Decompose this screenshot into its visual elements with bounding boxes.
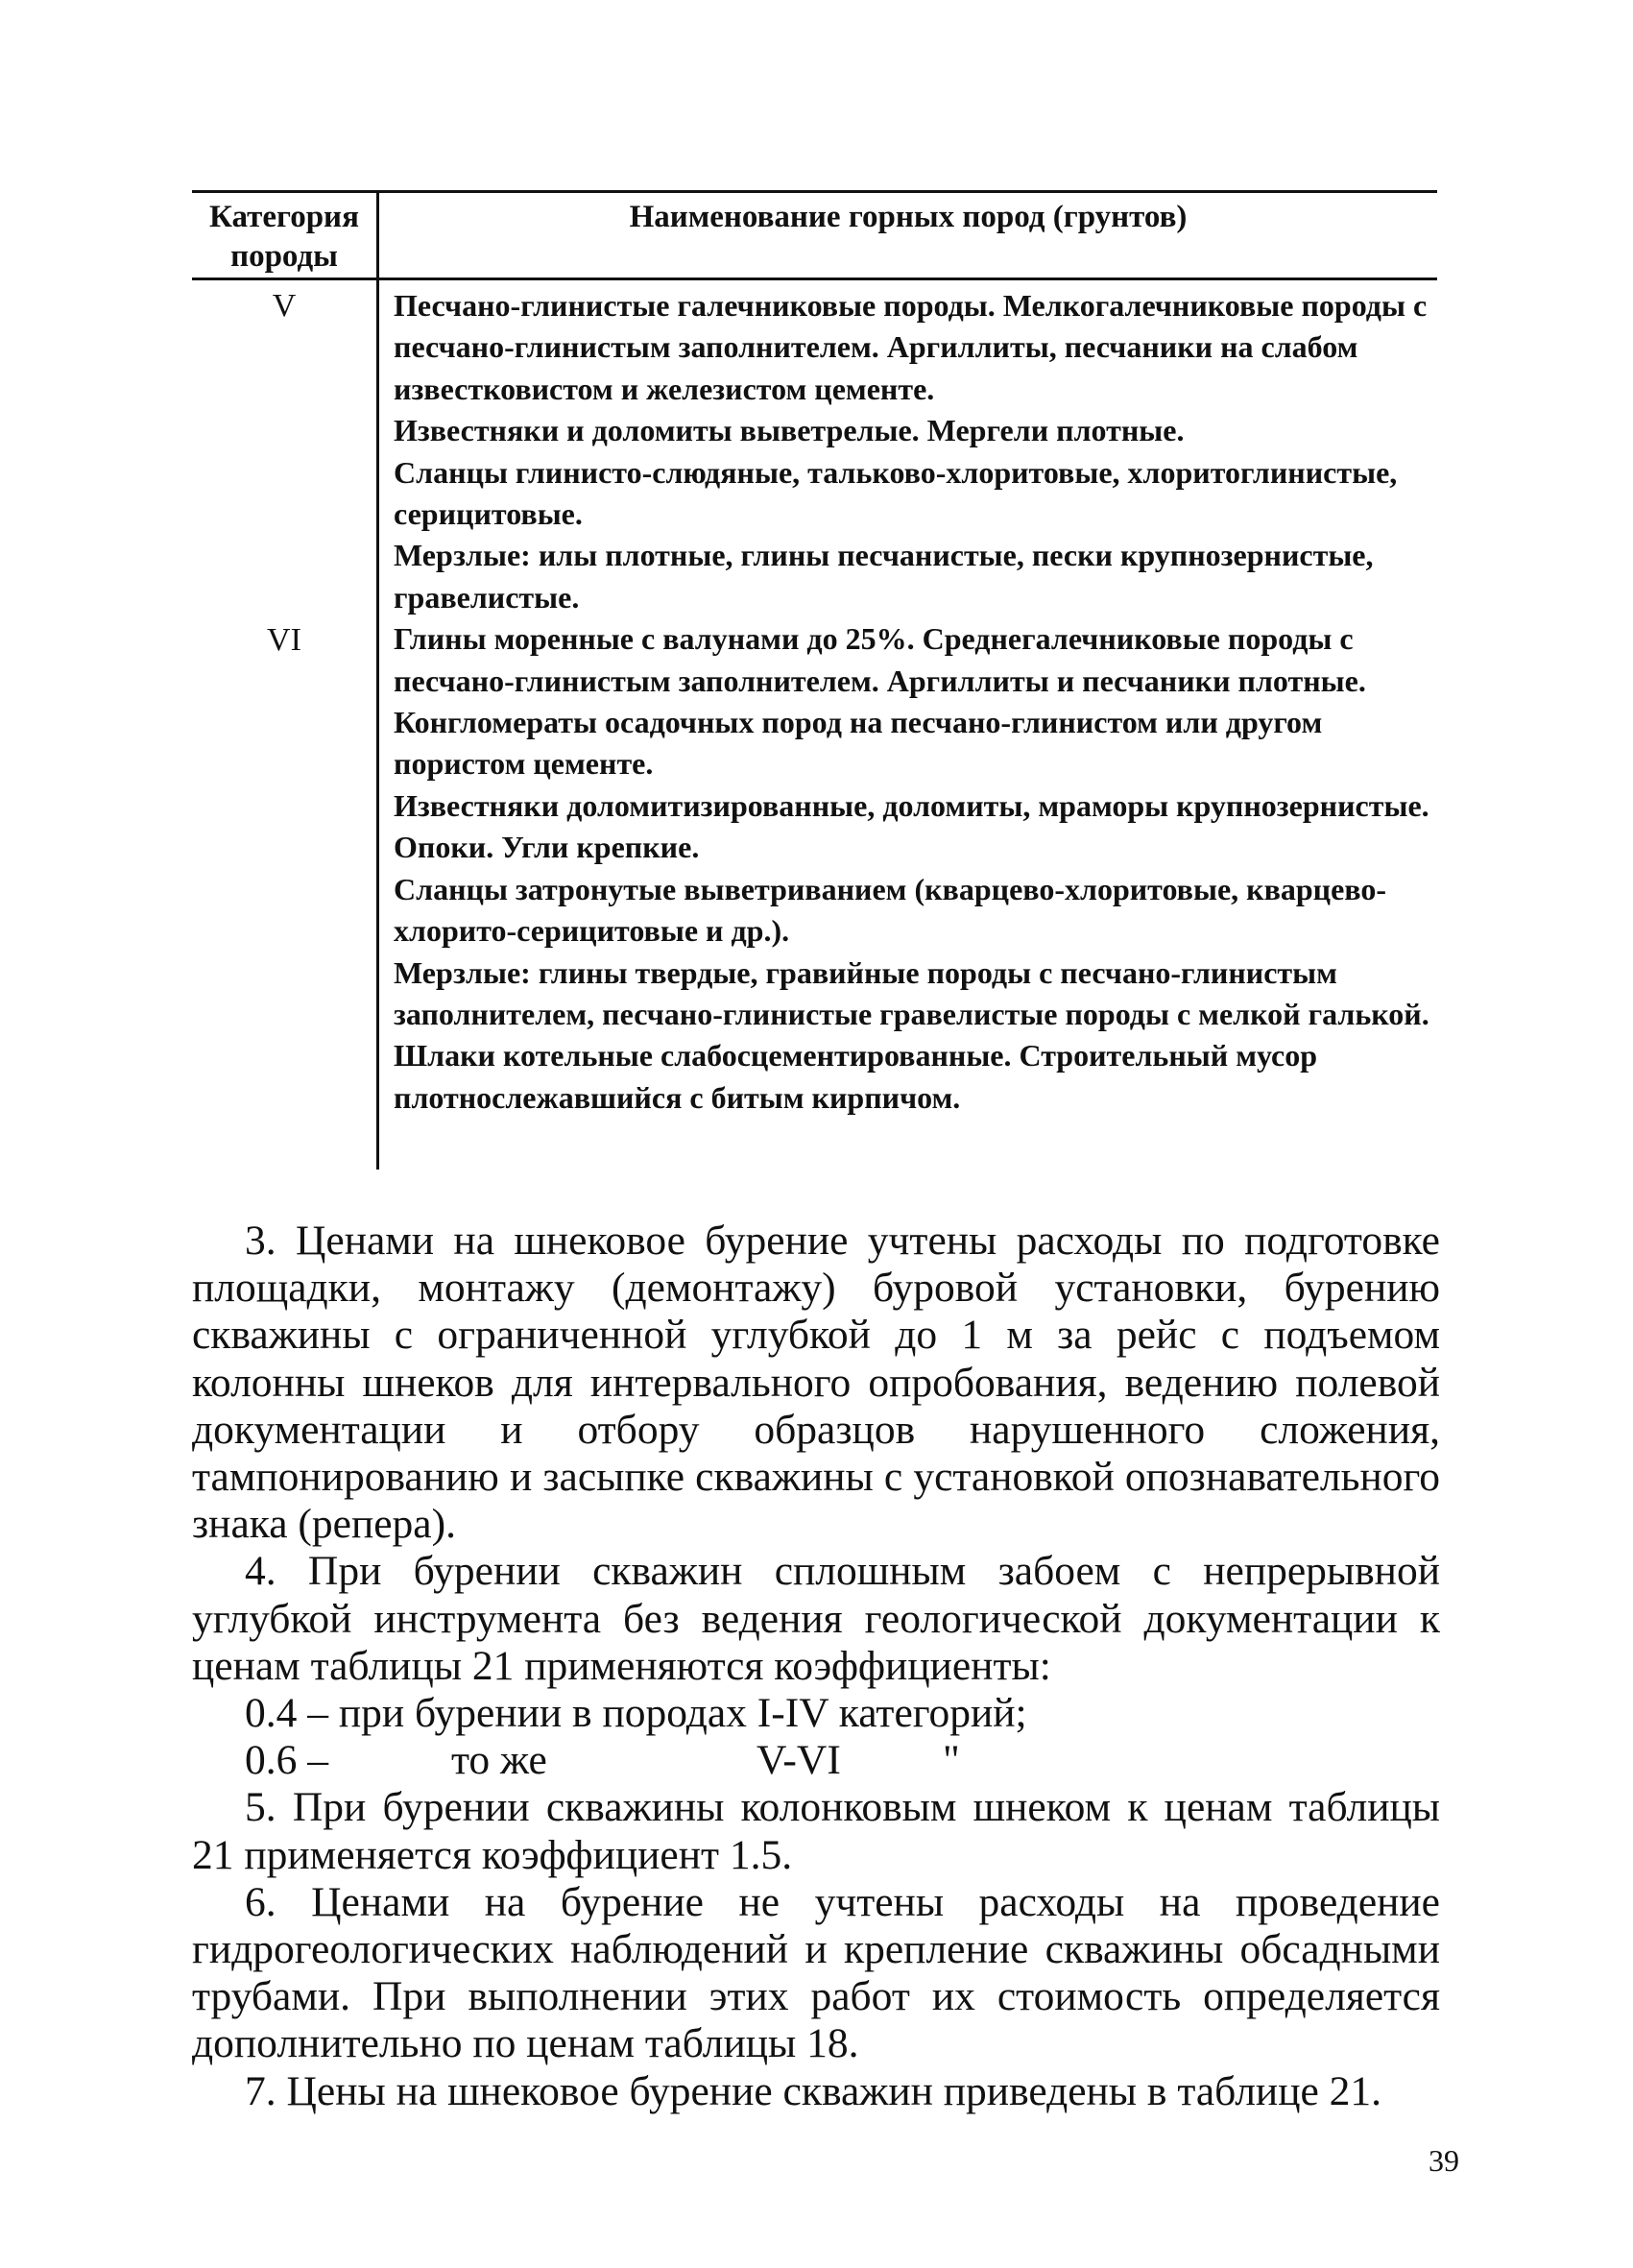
coefficient-line-2 bbox=[192, 1737, 1440, 1784]
rock-item: Песчано-глинистые галечниковые породы. Мелкогалечниковые породы с песчано-глинистым заполнителем. Аргиллиты, песчаники на слабом известковистом и железистом цементе. bbox=[394, 288, 1428, 406]
paragraph-6: 6. Ценами на бурение не учтены расходы на проведение гидрогеологических наблюдений и крепление скважины обсадными трубами. При выполнении этих работ их стоимость определяется дополнительно по ценам таблицы 18. bbox=[192, 1878, 1440, 2067]
coefficient-2-value: 0.6 – bbox=[245, 1737, 328, 1784]
paragraph-4: 4. При бурении скважин сплошным забоем с непрерывной углубкой инструмента без ведения геологической документации к ценам таблицы 21 применяются коэффициенты: bbox=[192, 1548, 1440, 1689]
rock-item: Сланцы затронутые выветриванием (кварцево-хлоритовые, кварцево-хлорито-серицитовые и др.). bbox=[394, 871, 1387, 949]
header-category: Категория породы bbox=[209, 200, 359, 274]
rock-item: Мерзлые: илы плотные, глины песчанистые, пески крупнозернистые, гравелистые. bbox=[394, 538, 1374, 615]
coefficient-1: 0.4 – при бурении в породах I-IV категорий; bbox=[245, 1690, 1027, 1737]
rock-descriptions bbox=[394, 285, 1440, 1119]
coefficient-line-1 bbox=[192, 1690, 1440, 1737]
page-number: 39 bbox=[1429, 2143, 1459, 2178]
coefficient-2-ditto: " bbox=[943, 1737, 960, 1784]
rock-item: Известняки и доломиты выветрелые. Мергели плотные. bbox=[394, 413, 1185, 448]
paragraph-5: 5. При бурении скважины колонковым шнеком к ценам таблицы 21 применяется коэффициент 1.5. bbox=[192, 1784, 1440, 1878]
header-rock-name: Наименование горных пород (грунтов) bbox=[629, 200, 1188, 234]
rock-item: Известняки доломитизированные, доломиты, мраморы крупнозернистые. Опоки. Угли крепкие. bbox=[394, 787, 1429, 865]
coefficient-2-range: V-VI bbox=[756, 1737, 841, 1784]
paragraph-3: 3. Ценами на шнековое бурение учтены расходы по подготовке площадки, монтажу (демонтажу) буровой установки, бурению скважины с ограниченной углубкой до 1 м за рейс с подъемом колонны шнеков для интервального опробования, ведению полевой документации и отбору образцов нарушенного сложения, тампонированию и засыпке скважины с установкой опознавательного знака (репера). bbox=[192, 1218, 1440, 1548]
rock-item: Сланцы глинисто-слюдяные, тальково-хлоритовые, хлоритоглинистые, серицитовые. bbox=[394, 454, 1398, 532]
rock-item: Шлаки котельные слабосцементированные. Строительный мусор плотнослежавшийся с битым кирпичом. bbox=[394, 1038, 1317, 1115]
table-column-divider bbox=[376, 190, 379, 1170]
category-vi: VI bbox=[267, 622, 301, 658]
coefficient-2-same: то же bbox=[451, 1737, 547, 1784]
body-text bbox=[192, 1218, 1440, 2115]
rock-item: Глины моренные с валунами до 25%. Среднегалечниковые породы с песчано-глинистым заполнителем. Аргиллиты и песчаники плотные. Конгломераты осадочных пород на песчано-глинистом или другом пористом цементе. bbox=[394, 621, 1366, 782]
paragraph-7: 7. Цены на шнековое бурение скважин приведены в таблице 21. bbox=[245, 2067, 1382, 2114]
category-v: V bbox=[272, 288, 297, 324]
rock-item: Мерзлые: глины твердые, гравийные породы с песчано-глинистым заполнителем, песчано-глинистые гравелистые породы с мелкой галькой. bbox=[394, 954, 1429, 1031]
